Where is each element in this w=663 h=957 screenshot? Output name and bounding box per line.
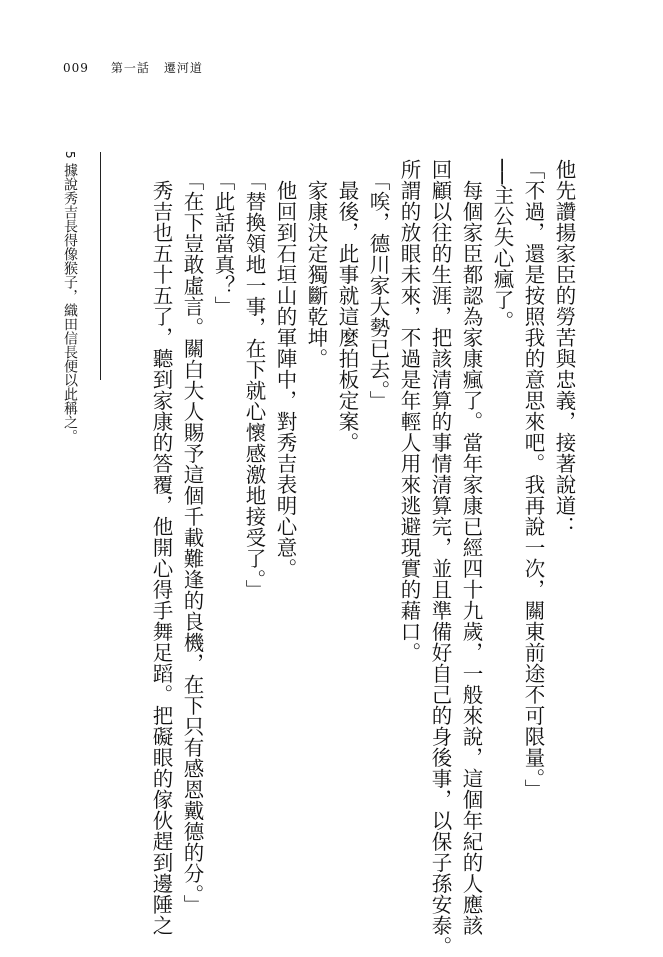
- text-column: 回顧以往的生涯，把該清算的事情清算完，並且準備好自己的身後事，以保子孫安泰。: [428, 159, 452, 957]
- text-column: 「此話當真？」: [211, 159, 235, 317]
- footnote-number: 5: [63, 151, 77, 159]
- text-column: 最後，此事就這麼拍板定案。: [335, 159, 359, 453]
- text-column: 他回到石垣山的軍陣中，對秀吉表明心意。: [273, 159, 297, 579]
- text-column: 「不過，還是按照我的意思來吧。我再說一次，關東前途不可限量。」: [521, 159, 545, 800]
- page-number: 009: [63, 61, 89, 75]
- text-column: 家康決定獨斷乾坤。: [304, 159, 328, 369]
- footnote: [60, 151, 80, 443]
- footnote-divider: [100, 152, 101, 380]
- text-column: 每個家臣都認為家康瘋了。當年家康已經四十九歲，一般來說，這個年紀的人應該: [459, 159, 483, 936]
- body-text: [145, 159, 579, 957]
- text-column: 他先讚揚家臣的勞苦與忠義，接著說道：: [552, 159, 576, 537]
- text-column: 「唉，德川家大勢已去。」: [366, 159, 390, 412]
- text-column: 「在下豈敢虛言。關白大人賜予這個千載難逢的良機，在下只有感恩戴德的分。」: [180, 159, 204, 916]
- running-header: [63, 59, 203, 76]
- chapter-label: 第一話: [110, 61, 150, 75]
- text-column: 所謂的放眼未來，不過是年輕人用來逃避現實的藉口。: [397, 159, 421, 663]
- chapter-title: 遷河道: [163, 61, 203, 75]
- footnote-text: 據說秀吉長得像猴子，織田信長便以此稱之。: [62, 163, 78, 444]
- text-column: 秀吉也五十五了，聽到家康的答覆，他開心得手舞足蹈。把礙眼的傢伙趕到邊陲之: [149, 159, 173, 936]
- text-column: 「替換領地一事，在下就心懷感激地接受了。」: [242, 159, 266, 601]
- text-column: ──主公失心瘋了。: [490, 159, 514, 332]
